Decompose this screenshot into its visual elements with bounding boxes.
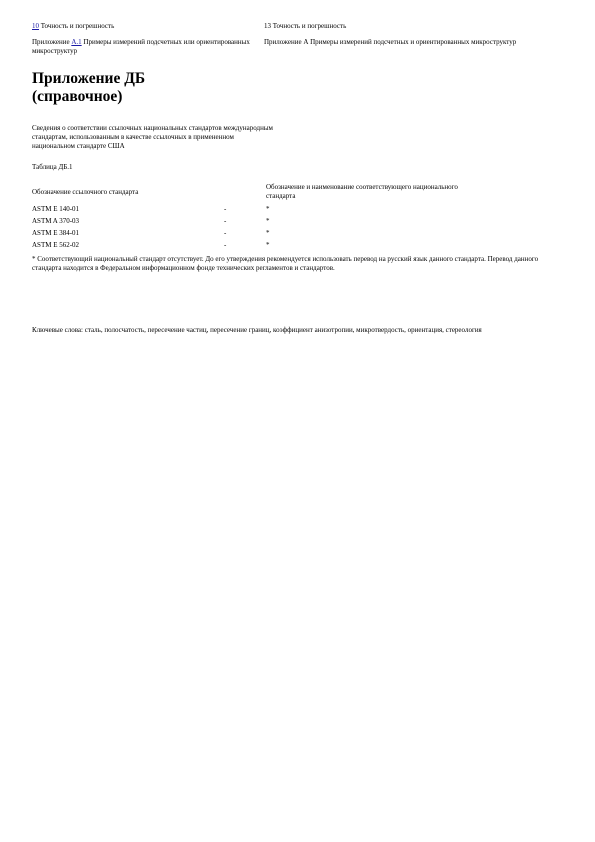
standards-table	[32, 183, 552, 273]
toc-link-a1[interactable]: А.1	[71, 38, 82, 46]
toc-left-item-1-text: Точность и погрешность	[39, 22, 115, 30]
toc-left-item-2-prefix: Приложение	[32, 38, 72, 46]
table-row	[32, 205, 552, 217]
table-cell-dash: -	[224, 241, 227, 249]
toc-right-item-2: Приложение А Примеры измерений подсчетных и ориентированных микроструктур	[264, 38, 517, 46]
intro-line-3: национальном стандарте США	[32, 142, 125, 150]
table-cell-dash: -	[224, 217, 227, 225]
table-cell-standard: ASTM E 140-01	[32, 205, 80, 213]
table-cell-dash: -	[224, 205, 227, 213]
toc-right-column	[264, 22, 544, 47]
table-row	[32, 241, 552, 253]
appendix-title	[32, 70, 145, 106]
keywords: Ключевые слова: сталь, полосчатость, пересечение частиц, пересечение границ, коэффициент анизотропии, микротвердость, ориентация, стереология	[32, 326, 482, 334]
table-cell-national: *	[266, 229, 270, 237]
toc-right-item-1: 13 Точность и погрешность	[264, 22, 347, 30]
table-header	[32, 183, 552, 205]
intro-line-1: Сведения о соответствии ссылочных национальных стандартов международным	[32, 124, 273, 132]
table-footnote: * Соответствующий национальный стандарт отсутствует. До его утверждения рекомендуется использовать перевод на русский язык данного стандарта. Перевод данного стандарта находится в Федеральном информационном фонде технических регламентов и стандартов.	[32, 255, 539, 272]
toc-left-column	[32, 22, 252, 56]
table-cell-standard: ASTM E 384-01	[32, 229, 80, 237]
appendix-intro	[32, 124, 392, 151]
table-label: Таблица ДБ.1	[32, 163, 73, 171]
toc-left-item-1	[32, 22, 252, 31]
table-cell-national: *	[266, 205, 270, 213]
table-header-col2: Обозначение и наименование соответствующего национального стандарта	[266, 183, 458, 200]
toc-link-10[interactable]: 10	[32, 22, 39, 30]
table-cell-national: *	[266, 217, 270, 225]
table-cell-standard: ASTM E 562-02	[32, 241, 80, 249]
table-cell-dash: -	[224, 229, 227, 237]
table-header-col1: Обозначение ссылочного стандарта	[32, 188, 139, 196]
table-row	[32, 229, 552, 241]
appendix-title-line2: (справочное)	[32, 88, 123, 105]
table-cell-standard: ASTM A 370-03	[32, 217, 80, 225]
toc-header	[32, 22, 552, 62]
table-row	[32, 217, 552, 229]
appendix-title-line1: Приложение ДБ	[32, 70, 146, 87]
toc-left-item-2-text: Примеры измерений подсчетных или ориентированных микроструктур	[32, 38, 250, 55]
table-cell-national: *	[266, 241, 270, 249]
intro-line-2: стандартам, использованным в качестве ссылочных в примененном	[32, 133, 234, 141]
toc-left-item-2	[32, 38, 252, 56]
